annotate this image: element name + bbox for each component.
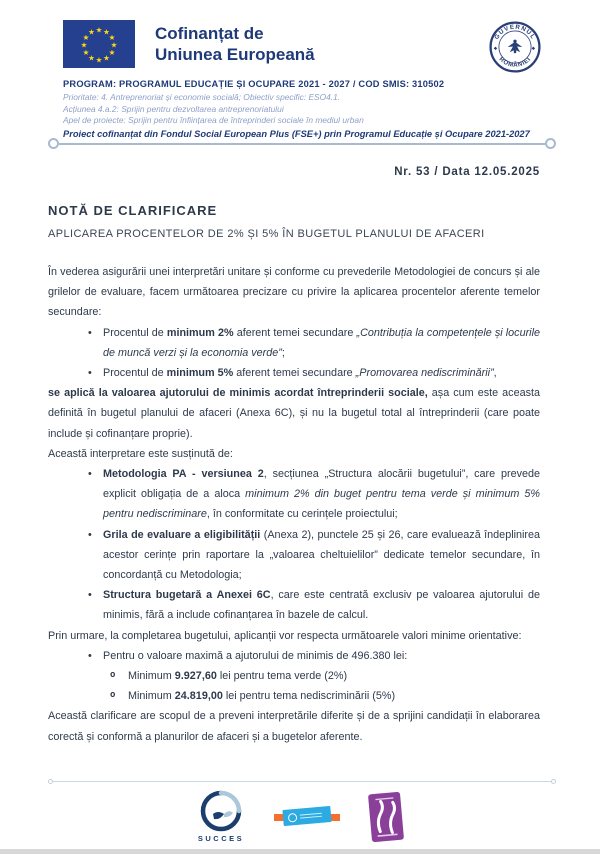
program-info	[63, 79, 560, 139]
action-line: Acțiunea 4.a.2: Sprijin pentru dezvoltarea antreprenoriatului	[63, 103, 284, 114]
circle-marker: o	[110, 690, 116, 701]
bullet-marker: •	[88, 528, 92, 541]
purple-hands-logo	[368, 791, 404, 842]
bullet-marker: •	[88, 468, 92, 481]
paragraph: Prin urmare, la completarea bugetului, aplicanții vor respecta următoarele valori minime orientative:	[48, 629, 522, 642]
svg-text:★: ★	[82, 33, 90, 42]
call-line: Apel de proiecte: Sprijin pentru înființarea de întreprinderi sociale în mediul urban	[63, 115, 364, 125]
program-line: PROGRAM: PROGRAMUL EDUCAȚIE ȘI OCUPARE 2021 - 2027 / COD SMIS: 310502	[63, 79, 445, 89]
divider-ring-right	[551, 779, 556, 784]
eu-caption-line1: Cofinanțat de	[155, 24, 264, 43]
list-item: • Pentru o valoare maximă a ajutorului de minimis de 496.380 lei:	[48, 646, 540, 666]
header	[63, 20, 542, 74]
romanian-government-seal-icon	[488, 20, 542, 74]
header-divider	[48, 138, 556, 149]
svg-text:★: ★	[82, 48, 90, 57]
succes-logo-label: SUCCES	[197, 834, 245, 843]
list-item: o Minimum 24.819,00 lei pentru tema nediscriminării (5%)	[48, 686, 540, 706]
svg-text:★: ★	[103, 53, 110, 63]
list-item: • Grila de evaluare a eligibilității (Anexa 2), punctele 25 și 26, care evaluează îndeplinirea acestor cerințe prin raportare la „valoarea cheltuielilor” dedicate temelor secundare, în concordanță cu Metodologia;	[48, 525, 540, 586]
priority-line: Prioritate: 4. Antreprenoriat și economie socială; Obiectiv specific: ESO4.1.	[63, 92, 341, 102]
list-item: o Minimum 9.927,60 lei pentru tema verde (2%)	[48, 666, 540, 686]
footer-divider	[48, 779, 556, 784]
purple-hands-icon	[371, 795, 400, 837]
svg-text:★: ★	[80, 40, 88, 50]
svg-text:★: ★	[95, 55, 103, 65]
eu-caption	[155, 20, 315, 65]
paragraph: se aplică la valoarea ajutorului de minimis acordat întreprinderii sociale, așa cum este aceasta definită în bugetul planului de afaceri (Anexa 6C), și nu la bugetul total al întreprinderii (care poate include și cofinanțare proprie).	[48, 387, 540, 440]
succes-logo-icon	[200, 790, 242, 832]
blue-banner	[283, 805, 332, 825]
document-reference: Nr. 53 / Data 12.05.2025	[394, 166, 540, 178]
divider-ring-right	[545, 138, 556, 149]
svg-text:★: ★	[95, 25, 103, 35]
eu-caption-line2: Uniunea Europeană	[155, 45, 315, 64]
list-item: • Metodologia PA - versiunea 2, secțiunea „Structura alocării bugetului”, care prevede explicit obligația de a aloca minimum 2% din buget pentru tema verde și minimum 5% pentru nediscriminare, în conformitate cu cerințele proiectului;	[48, 464, 540, 525]
document-body	[48, 262, 540, 747]
svg-text:GUVERNUL: GUVERNUL	[493, 23, 537, 41]
project-cofinance-line: Proiect cofinanțat din Fondul Social European Plus (FSE+) prin Programul Educație și Ocupare 2021-2027	[63, 128, 530, 139]
svg-text:◆: ◆	[493, 45, 498, 51]
structural-instruments-logo	[274, 797, 340, 837]
paragraph: Această interpretare este susținută de:	[48, 447, 233, 460]
divider-ring-left	[48, 138, 59, 149]
paragraph: În vederea asigurării unei interpretări unitare și conforme cu prevederile Metodologiei de concurs și ale grilelor de evaluare, facem următoarea precizare cu privire la aplicarea procentelor aferente temelor secundare:	[48, 266, 540, 319]
list-item: • Structura bugetară a Anexei 6C, care este centrată exclusiv pe valoarea ajutorului de minimis, fără a include cofinanțarea în bazele de calcul.	[48, 585, 540, 625]
svg-text:★: ★	[88, 27, 95, 37]
svg-text:★: ★	[110, 40, 118, 50]
list-item: • Procentul de minimum 2% aferent temei secundare „Contribuția la competențele și locurile de muncă verzi și la economia verde”;	[48, 323, 540, 363]
svg-text:ROMÂNIEI: ROMÂNIEI	[497, 55, 533, 69]
succes-logo	[198, 790, 244, 843]
svg-text:★: ★	[103, 27, 110, 37]
footer	[0, 790, 600, 843]
eu-flag-icon	[63, 20, 135, 68]
bullet-marker: •	[88, 367, 92, 380]
page-title: NOTĂ DE CLARIFICARE	[48, 203, 218, 218]
bullet-marker: •	[88, 326, 92, 339]
svg-text:★: ★	[108, 33, 116, 42]
bullet-marker: •	[88, 589, 92, 602]
page-subtitle: APLICAREA PROCENTELOR DE 2% ȘI 5% ÎN BUGETUL PLANULUI DE AFACERI	[48, 228, 485, 240]
page-edge	[0, 849, 600, 854]
bullet-marker: •	[88, 649, 92, 662]
circle-marker: o	[110, 670, 116, 681]
paragraph: Această clarificare are scopul de a preveni interpretările diferite și de a sprijini candidații în elaborarea corectă și conformă a planurilor de afaceri și a bugetelor aferente.	[48, 710, 540, 743]
svg-text:★: ★	[108, 48, 116, 57]
list-item: • Procentul de minimum 5% aferent temei secundare „Promovarea nediscriminării”,	[48, 363, 540, 383]
svg-text:★: ★	[88, 53, 95, 63]
banner-emblem-icon	[288, 812, 298, 822]
svg-text:◆: ◆	[531, 45, 536, 51]
